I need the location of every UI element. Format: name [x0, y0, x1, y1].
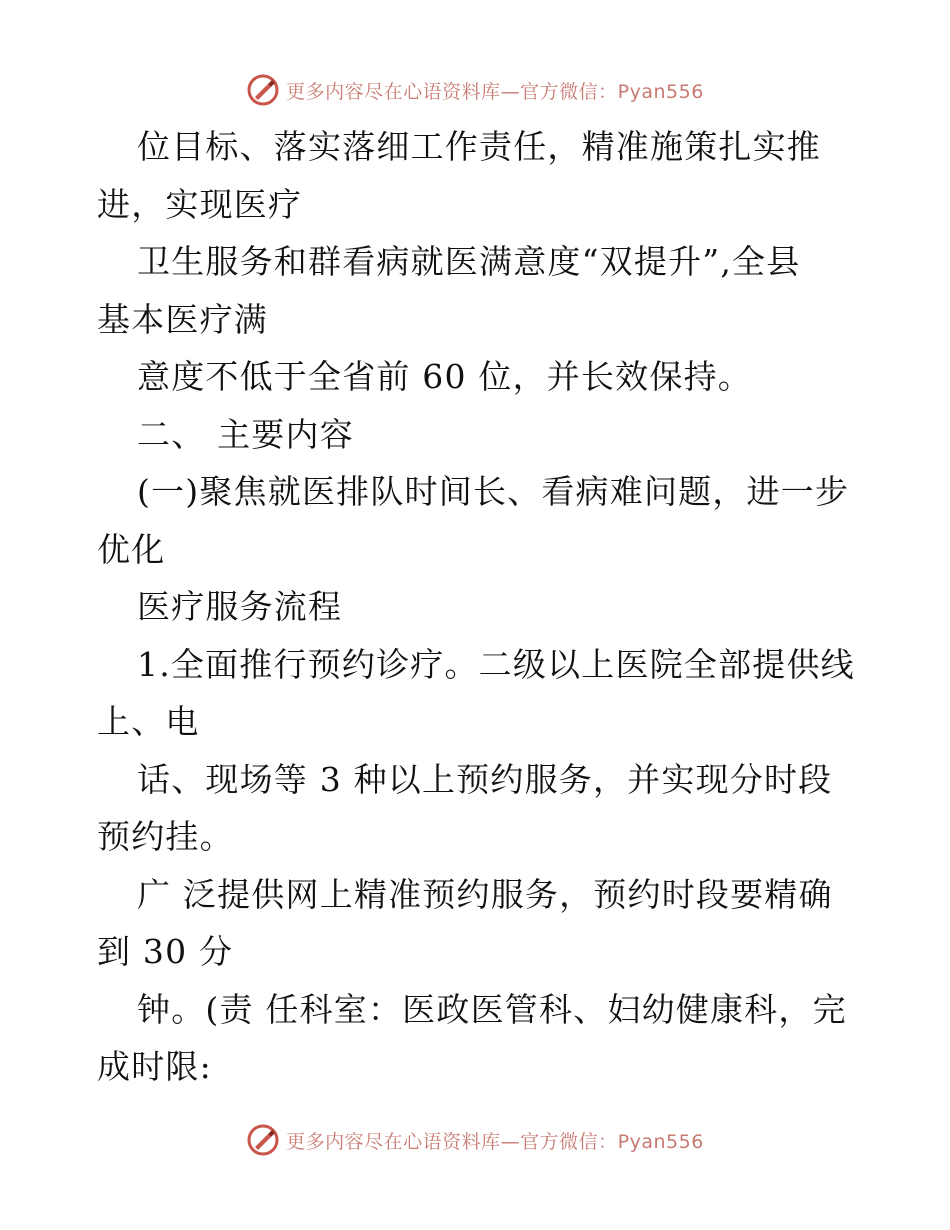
text-line: 位目标、落实落细工作责任，精准施策扎实推: [137, 127, 821, 166]
watermark-text: 更多内容尽在心语资料库—官方微信：Pyan556: [286, 80, 704, 103]
text-line: 钟。(责 任科室：医政医管科、妇幼健康科，完: [137, 989, 847, 1029]
text-line: 成时限:: [97, 1047, 212, 1086]
text-line: 进，实现医疗: [97, 184, 303, 224]
text-line: 上、电: [97, 702, 200, 741]
text-line: 优化: [97, 529, 166, 569]
text-line: 到 30 分: [97, 932, 234, 971]
section-heading: 二、 主要内容: [137, 414, 354, 454]
document-body: [97, 118, 857, 1096]
text-line: 卫生服务和群看病就医满意度“双提升”,全县: [137, 242, 801, 281]
watermark-text: 更多内容尽在心语资料库—官方微信：Pyan556: [286, 1130, 704, 1153]
pen-seal-icon: [246, 73, 280, 107]
text-line: 话、现场等 3 种以上预约服务，并实现分时段: [137, 759, 833, 799]
text-line: 预约挂。: [97, 817, 234, 856]
header-watermark: [0, 70, 950, 110]
footer-watermark: [0, 1120, 950, 1160]
text-line: 1.全面推行预约诊疗。二级以上医院全部提供线: [137, 644, 855, 684]
text-line: 医疗服务流程: [137, 587, 343, 626]
text-line: 基本医疗满: [97, 299, 268, 339]
text-line: 广 泛提供网上精准预约服务，预约时段要精确: [137, 874, 833, 914]
text-line: 意度不低于全省前 60 位，并长效保持。: [137, 357, 752, 396]
pen-seal-icon: [246, 1123, 280, 1157]
subsection-heading: (一)聚焦就医排队时间长、看病难问题，进一步: [137, 472, 850, 511]
